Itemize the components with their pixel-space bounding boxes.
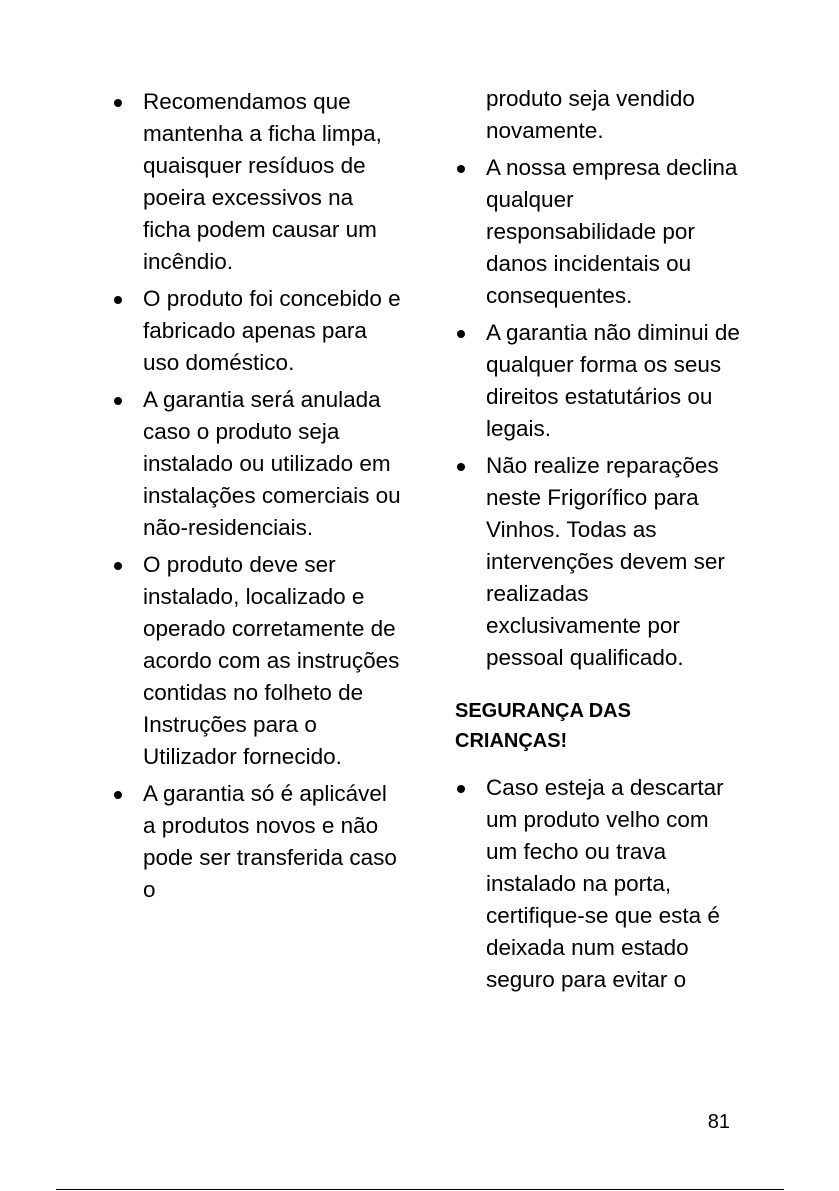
left-column <box>112 86 402 911</box>
list-item <box>455 450 745 674</box>
bullet-icon <box>114 562 122 570</box>
list-item-text: O produto deve ser instalado, localizado e operado corretamente de acordo com as instruções contidas no folheto de Instruções para o Utilizador fornecido. <box>143 552 400 769</box>
page-number: 81 <box>707 1111 730 1133</box>
list-item-text: A garantia não diminui de qualquer forma os seus direitos estatutários ou legais. <box>486 320 740 441</box>
bullet-icon <box>457 330 465 338</box>
continued-text: produto seja vendido novamente. <box>486 86 695 143</box>
list-item <box>112 86 402 278</box>
list-item <box>112 778 402 906</box>
bullet-icon <box>114 397 122 405</box>
right-bullet-list <box>455 152 745 674</box>
bullet-icon <box>457 463 465 471</box>
right-column <box>455 86 745 1001</box>
list-item-text: A garantia será anulada caso o produto seja instalado ou utilizado em instalações comerciais ou não-residenciais. <box>143 387 401 540</box>
list-item <box>112 549 402 773</box>
list-item <box>455 152 745 312</box>
list-item-text: O produto foi concebido e fabricado apenas para uso doméstico. <box>143 286 401 375</box>
left-bullet-list <box>112 86 402 906</box>
list-item-text: A nossa empresa declina qualquer responsabilidade por danos incidentais ou consequentes. <box>486 155 738 308</box>
bullet-icon <box>457 785 465 793</box>
child-safety-bullet-list <box>455 772 745 996</box>
bullet-icon <box>114 296 122 304</box>
list-item <box>112 384 402 544</box>
bullet-icon <box>114 99 122 107</box>
list-item-text: A garantia só é aplicável a produtos novos e não pode ser transferida caso o <box>143 781 397 902</box>
list-item <box>455 317 745 445</box>
list-item <box>455 772 745 996</box>
bullet-icon <box>114 791 122 799</box>
list-item-text: Não realize reparações neste Frigorífico para Vinhos. Todas as intervenções devem ser realizadas exclusivamente por pessoal qualificado. <box>486 453 725 670</box>
bullet-icon <box>457 165 465 173</box>
footer-divider <box>56 1189 784 1190</box>
list-item <box>112 283 402 379</box>
section-heading: SEGURANÇA DAS CRIANÇAS! <box>455 700 631 752</box>
list-item-text: Caso esteja a descartar um produto velho com um fecho ou trava instalado na porta, certifique-se que esta é deixada num estado seguro para evitar o <box>486 775 724 992</box>
list-item-text: Recomendamos que mantenha a ficha limpa, quaisquer resíduos de poeira excessivos na ficha podem causar um incêndio. <box>143 89 382 274</box>
